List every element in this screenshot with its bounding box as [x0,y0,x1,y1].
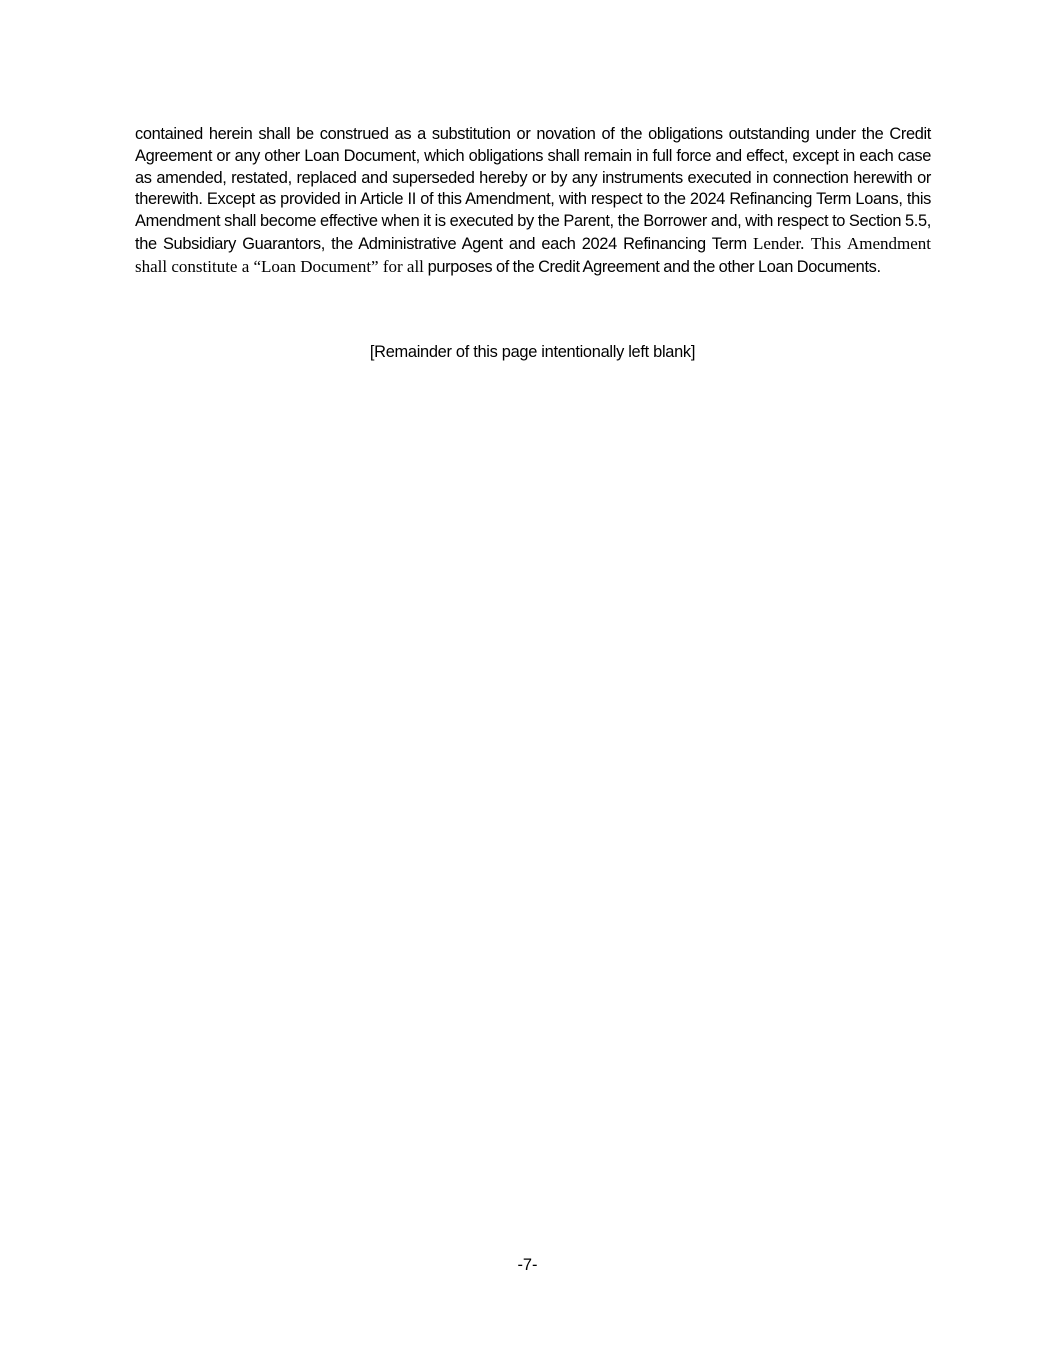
paragraph-last-line: purposes of the Credit Agreement and the other Loan Documents. [427,257,881,276]
paragraph-text-serif: Lender. This Amendment shall constitute a “Loan Document” for all [135,233,932,276]
remainder-note: [Remainder of this page intentionally left blank] [369,343,696,361]
page-number: -7- [517,1256,538,1274]
body-paragraph [135,124,931,279]
paragraph-text-sans: contained herein shall be construed as a substitution or novation of the obligations outstanding under the Credit Agreement or any other Loan Document, which obligations shall remain in full force and effect, except in each case as amended, restated, replaced and superseded hereby or by any instruments executed in connection herewith or therewith. Except as provided in Article II of this Amendment, with respect to the 2024 Refinancing Term Loans, this Amendment shall become effective when it is executed by the Parent, the Borrower and, with respect to Section 5.5, the Subsidiary Guarantors, the Administrative Agent and each 2024 Refinancing Term [135,125,931,253]
